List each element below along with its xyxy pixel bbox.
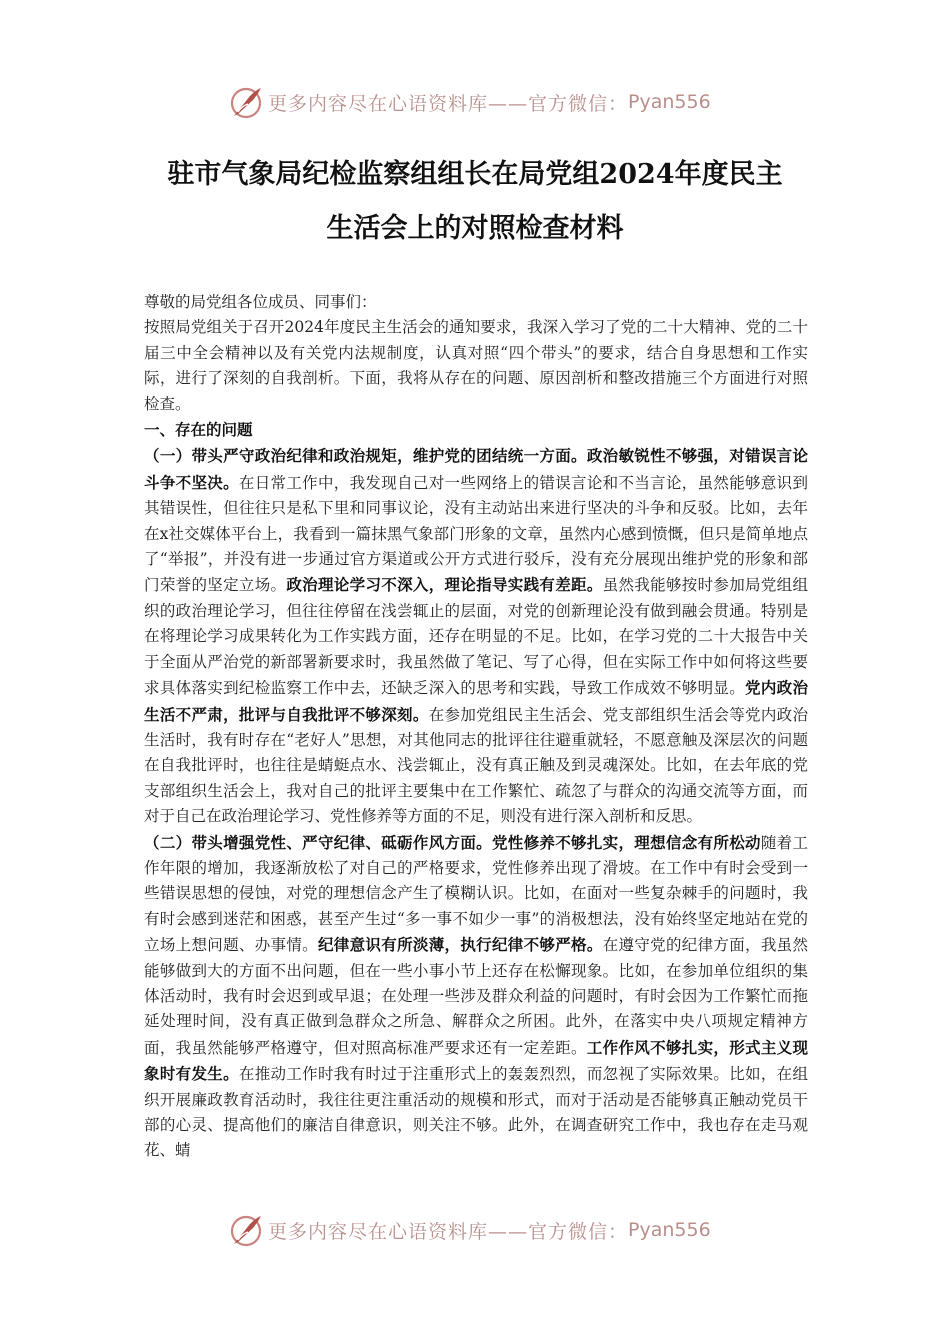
para1-text-1: 在日常工作中，我发现自己对一些网络上的错误言论和不当言论，虽然能够意识到其错误性，但往往只是私下里和同事议论，没有主动站出来进行坚决的斗争和反驳。比如，去年在x社交媒体平台上，我看到一篇抹黑气象部门形象的文章，虽然内心感到愤慨，但只是简单地点了“举报”，并没有进一步通过官方渠道或公开方式进行驳斥，没有充分展现出维护党的形象和部门荣誉的坚定立场。 [144, 473, 808, 595]
paragraph-2 [144, 830, 808, 1164]
para2-bold-3: 工作作风不够扎实，形式主义现象时有发生。 [144, 1037, 808, 1084]
quill-logo-icon [228, 84, 264, 120]
para2-bold-2: 纪律意识有所淡薄，执行纪律不够严格。 [317, 935, 603, 955]
para1-bold-2: 政治理论学习不深入，理论指导实践有差距。 [286, 575, 603, 595]
para2-text-2: 在遵守党的纪律方面，我虽然能够做到大的方面不出问题，但在一些小事小节上还存在松懈现象。比如，在参加单位组织的集体活动时，我有时会迟到或早退；在处理一些涉及群众利益的问题时，有时会因为工作繁忙而拖延处理时间，没有真正做到急群众之所急、解群众之所困。此外，在落实中央八项规定精神方面，我虽然能够严格遵守，但对照高标准严要求还有一定差距。 [144, 936, 808, 1057]
page-title [140, 148, 810, 256]
quill-logo-icon [228, 1212, 264, 1248]
para1-text-2: 虽然我能够按时参加局党组组织的政治理论学习，但往往停留在浅尝辄止的层面，对党的创新理论没有做到融会贯通。特别是在将理论学习成果转化为工作实践方面，还存在明显的不足。比如，在学习党的二十大报告中关于全面从严治党的新部署新要求时，我虽然做了笔记、写了心得，但在实际工作中如何将这些要求具体落实到纪检监察工作中去，还缺乏深入的思考和实践，导致工作成效不够明显。 [144, 576, 808, 698]
title-line-2: 生活会上的对照检查材料 [326, 213, 624, 244]
watermark-text: 更多内容尽在心语资料库——官方微信： [268, 1220, 629, 1243]
watermark-banner-top [228, 82, 711, 122]
para1-lead: （一）带头严守政治纪律和政治规矩，维护党的团结统一方面。政治敏锐性不够强，对错误言论斗争不坚决。 [144, 446, 808, 492]
paragraph-1 [144, 443, 808, 829]
para1-bold-3: 党内政治生活不严肃，批评与自我批评不够深刻。 [144, 678, 808, 724]
intro-paragraph: 按照局党组关于召开2024年度民主生活会的通知要求，我深入学习了党的二十大精神、党的二十届三中全会精神以及有关党内法规制度，认真对照“四个带头”的要求，结合自身思想和工作实际，进行了深刻的自我剖析。下面，我将从存在的问题、原因剖析和整改措施三个方面进行对照检查。 [144, 318, 808, 413]
document-body [144, 290, 808, 1164]
greeting: 尊敬的局党组各位成员、同事们： [144, 293, 377, 311]
section-heading-text: 一、存在的问题 [144, 420, 253, 440]
para2-text-1: 随着工作年限的增加，我逐渐放松了对自己的严格要求，党性修养出现了滑坡。在工作中有时会受到一些错误思想的侵蚀，对党的理想信念产生了模糊认识。比如，在面对一些复杂棘手的问题时，我有时会感到迷茫和困惑，甚至产生过“多一事不如少一事”的消极想法，没有始终坚定地站在党的立场上想问题、办事情。 [144, 833, 808, 955]
watermark-text: 更多内容尽在心语资料库——官方微信： [268, 92, 629, 115]
watermark-wechat-id: Pyan556 [628, 91, 711, 113]
watermark-banner-bottom [228, 1210, 711, 1250]
watermark-wechat-id: Pyan556 [628, 1219, 711, 1241]
para1-text-3: 在参加党组民主生活会、党支部组织生活会等党内政治生活时，我有时存在“老好人”思想，对其他同志的批评往往避重就轻，不愿意触及深层次的问题在自我批评时，也往往是蜻蜓点水、浅尝辄止，没有真正触及到灵魂深处。比如，在去年底的党支部组织生活会上，我对自己的批评主要集中在工作繁忙、疏忽了与群众的沟通交流等方面，而对于自己在政治理论学习、党性修养等方面的不足，则没有进行深入剖析和反思。 [144, 705, 808, 826]
title-line-1: 驻市气象局纪检监察组组长在局党组2024年度民主 [167, 159, 783, 190]
para2-text-3: 在推动工作时我有时过于注重形式上的轰轰烈烈，而忽视了实际效果。比如，在组织开展廉政教育活动时，我往往更注重活动的规模和形式，而对于活动是否能够真正触动党员干部的心灵、提高他们的廉洁自律意识，则关注不够。此外，在调查研究工作中，我也存在走马观花、蜻 [144, 1065, 808, 1160]
para2-lead: （二）带头增强党性、严守纪律、砥砺作风方面。党性修养不够扎实，理想信念有所松动 [144, 832, 761, 852]
section-heading [144, 417, 808, 443]
